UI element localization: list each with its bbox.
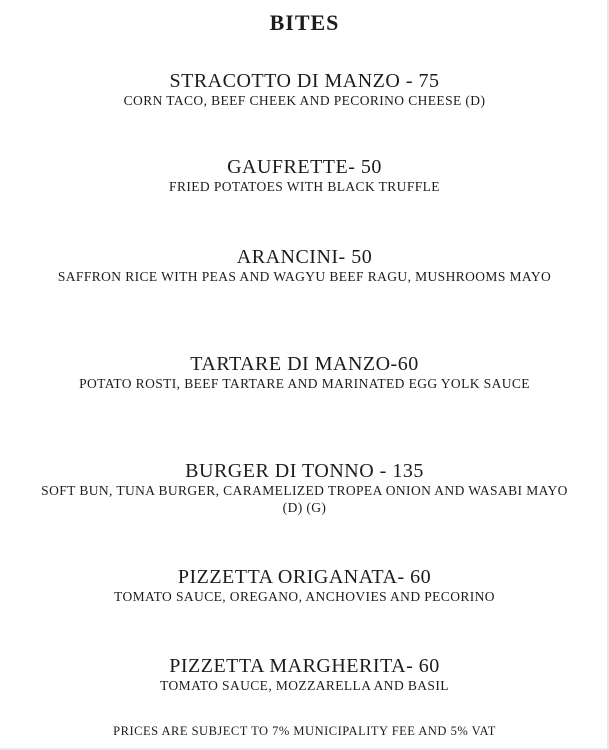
item-name: STRACOTTO DI MANZO - 75 — [169, 70, 440, 92]
menu-item — [0, 156, 609, 195]
item-name: TARTARE DI MANZO-60 — [190, 353, 419, 375]
item-name: ARANCINI- 50 — [236, 246, 373, 268]
menu-item — [0, 246, 609, 285]
item-name: BURGER DI TONNO - 135 — [185, 460, 424, 482]
item-description: TOMATO SAUCE, OREGANO, ANCHOVIES AND PECORINO — [114, 589, 495, 604]
item-description: FRIED POTATOES WITH BLACK TRUFFLE — [169, 179, 440, 194]
menu-item — [0, 655, 609, 694]
price-note: PRICES ARE SUBJECT TO 7% MUNICIPALITY FEE AND 5% VAT — [113, 724, 496, 738]
item-description: SAFFRON RICE WITH PEAS AND WAGYU BEEF RAGU, MUSHROOMS MAYO — [57, 269, 552, 284]
item-description: TOMATO SAUCE, MOZZARELLA AND BASIL — [160, 678, 449, 693]
item-description: SOFT BUN, TUNA BURGER, CARAMELIZED TROPEA ONION AND WASABI MAYO (D) (G) — [41, 483, 568, 515]
menu-item — [0, 70, 609, 109]
item-description: CORN TACO, BEEF CHEEK AND PECORINO CHEESE (D) — [123, 93, 486, 108]
item-name: PIZZETTA ORIGANATA- 60 — [177, 566, 432, 588]
item-description: POTATO ROSTI, BEEF TARTARE AND MARINATED EGG YOLK SAUCE — [79, 376, 530, 391]
item-name: PIZZETTA MARGHERITA- 60 — [169, 655, 440, 677]
menu-item — [0, 460, 609, 516]
menu-item — [0, 566, 609, 605]
menu-heading: BITES — [269, 10, 340, 35]
item-name: GAUFRETTE- 50 — [227, 156, 382, 178]
menu-item — [0, 353, 609, 392]
